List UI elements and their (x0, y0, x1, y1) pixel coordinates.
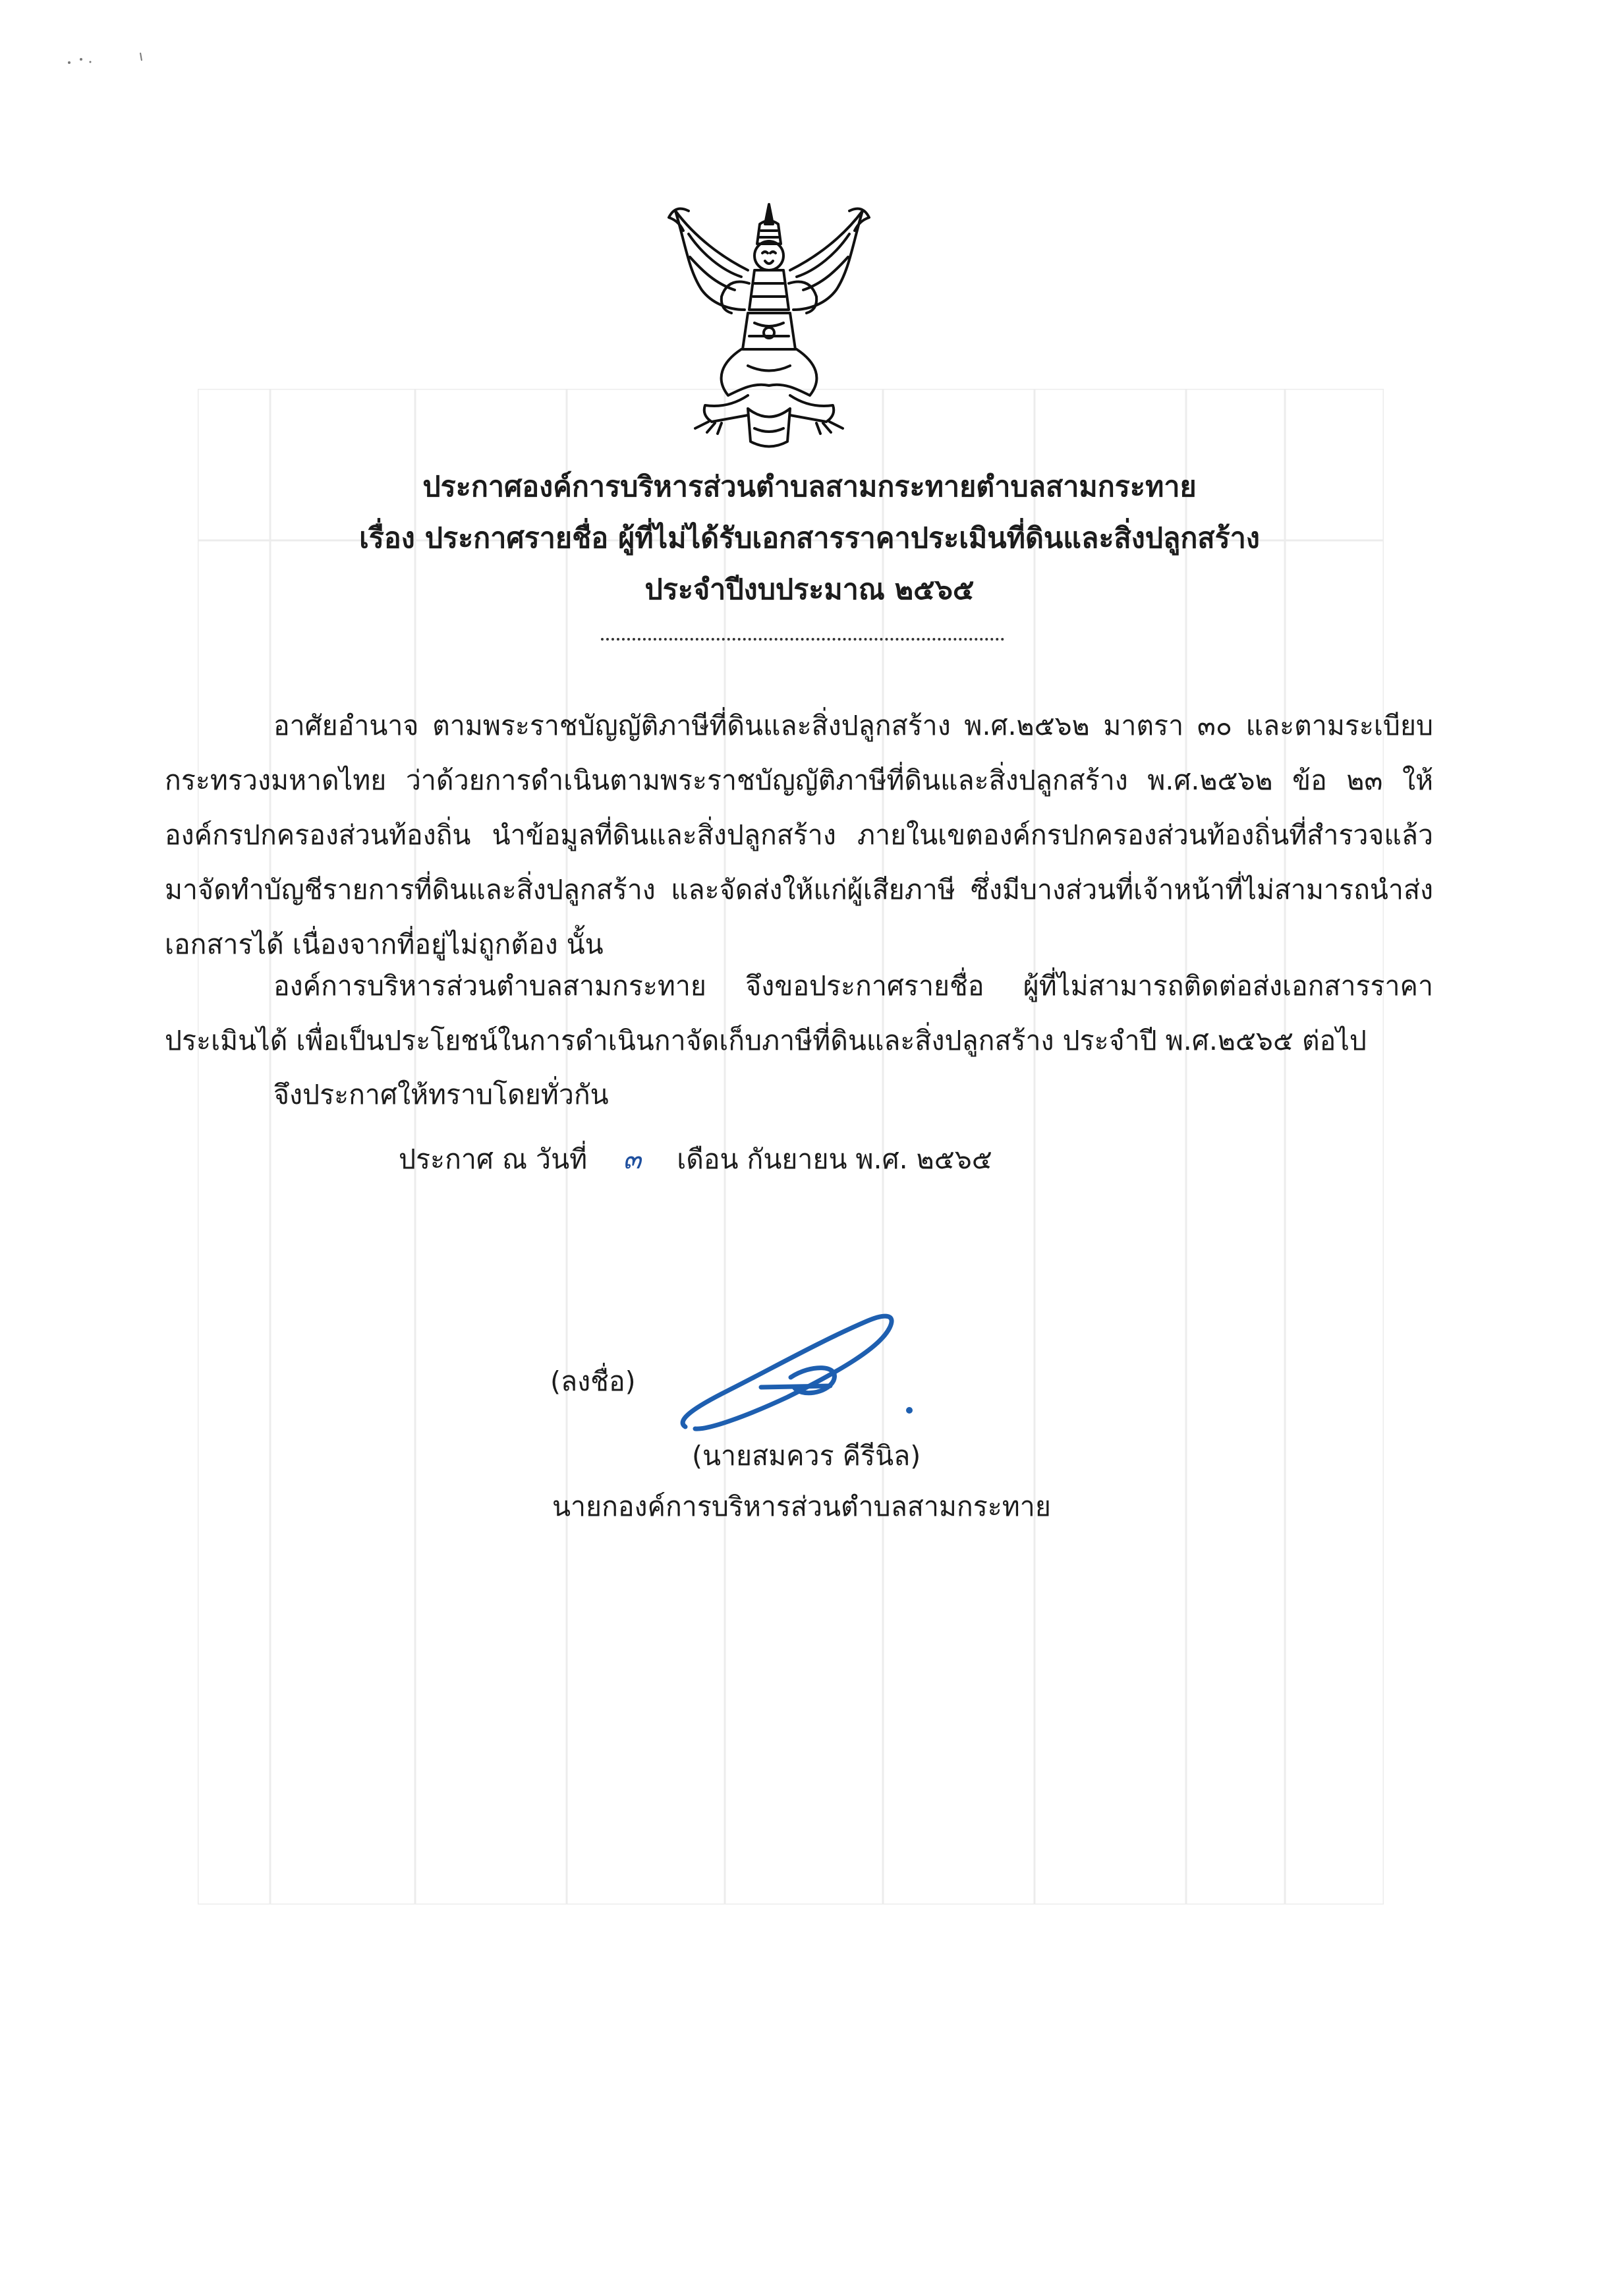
signer-position: นายกองค์การบริหารส่วนตำบลสามกระทาย (552, 1491, 1051, 1522)
date-day-handwritten: ๓ (623, 1143, 642, 1175)
body-paragraph-authority: อาศัยอำนาจ ตามพระราชบัญญัติภาษีที่ดินและสิ่งปลูกสร้าง พ.ศ.๒๕๖๒ มาตรา ๓๐ และตามระเบียบกระทรวงมหาดไทย ว่าด้วยการดำเนินตามพระราชบัญญัติภาษีที่ดินและสิ่งปลูกสร้าง พ.ศ.๒๕๖๒ ข้อ ๒๓ ให้องค์กรปกครองส่วนท้องถิ่น นำข้อมูลที่ดินและสิ่งปลูกสร้าง ภายในเขตองค์กรปกครองส่วนท้องถิ่นที่สำรวจแล้ว มาจัดทำบัญชีรายการที่ดินและสิ่งปลูกสร้าง และจัดส่งให้แก่ผู้เสียภาษี ซึ่งมีบางส่วนที่เจ้าหน้าที่ไม่สามารถนำส่งเอกสารได้ เนื่องจากที่อยู่ไม่ถูกต้อง นั้น (165, 710, 1433, 960)
sign-label: (ลงชื่อ) (550, 1365, 636, 1397)
body-paragraph-closing: จึงประกาศให้ทราบโดยทั่วกัน (273, 1079, 609, 1110)
date-month-year: เดือน กันยายน พ.ศ. ๒๕๖๕ (677, 1143, 992, 1175)
signer-name: (นายสมควร คีรีนิล) (692, 1440, 921, 1472)
announcement-date (399, 1132, 992, 1187)
body-paragraph-notice: องค์การบริหารส่วนตำบลสามกระทาย จึงขอประกาศรายชื่อ ผู้ที่ไม่สามารถติดต่อส่งเอกสารราคาประเมินได้ เพื่อเป็นประโยชน์ในการดำเนินกาจัดเก็บภาษีที่ดินและสิ่งปลูกสร้าง ประจำปี พ.ศ.๒๕๖๕ ต่อไป (165, 970, 1433, 1056)
handwritten-signature (669, 1298, 946, 1443)
announcement-fiscal-year: ประจำปีงบประมาณ ๒๕๖๕ (644, 573, 975, 606)
dotted-divider (601, 638, 1004, 641)
announcement-subject: เรื่อง ประกาศรายชื่อ ผู้ที่ไม่ได้รับเอกสารราคาประเมินที่ดินและสิ่งปลูกสร้าง (359, 522, 1260, 555)
announcement-heading: ประกาศองค์การบริหารส่วนตำบลสามกระทายตำบลสามกระทาย (422, 471, 1197, 503)
garuda-emblem-icon (649, 198, 890, 461)
scan-speck-marks (63, 46, 155, 72)
date-prefix: ประกาศ ณ วันที่ (399, 1143, 588, 1175)
